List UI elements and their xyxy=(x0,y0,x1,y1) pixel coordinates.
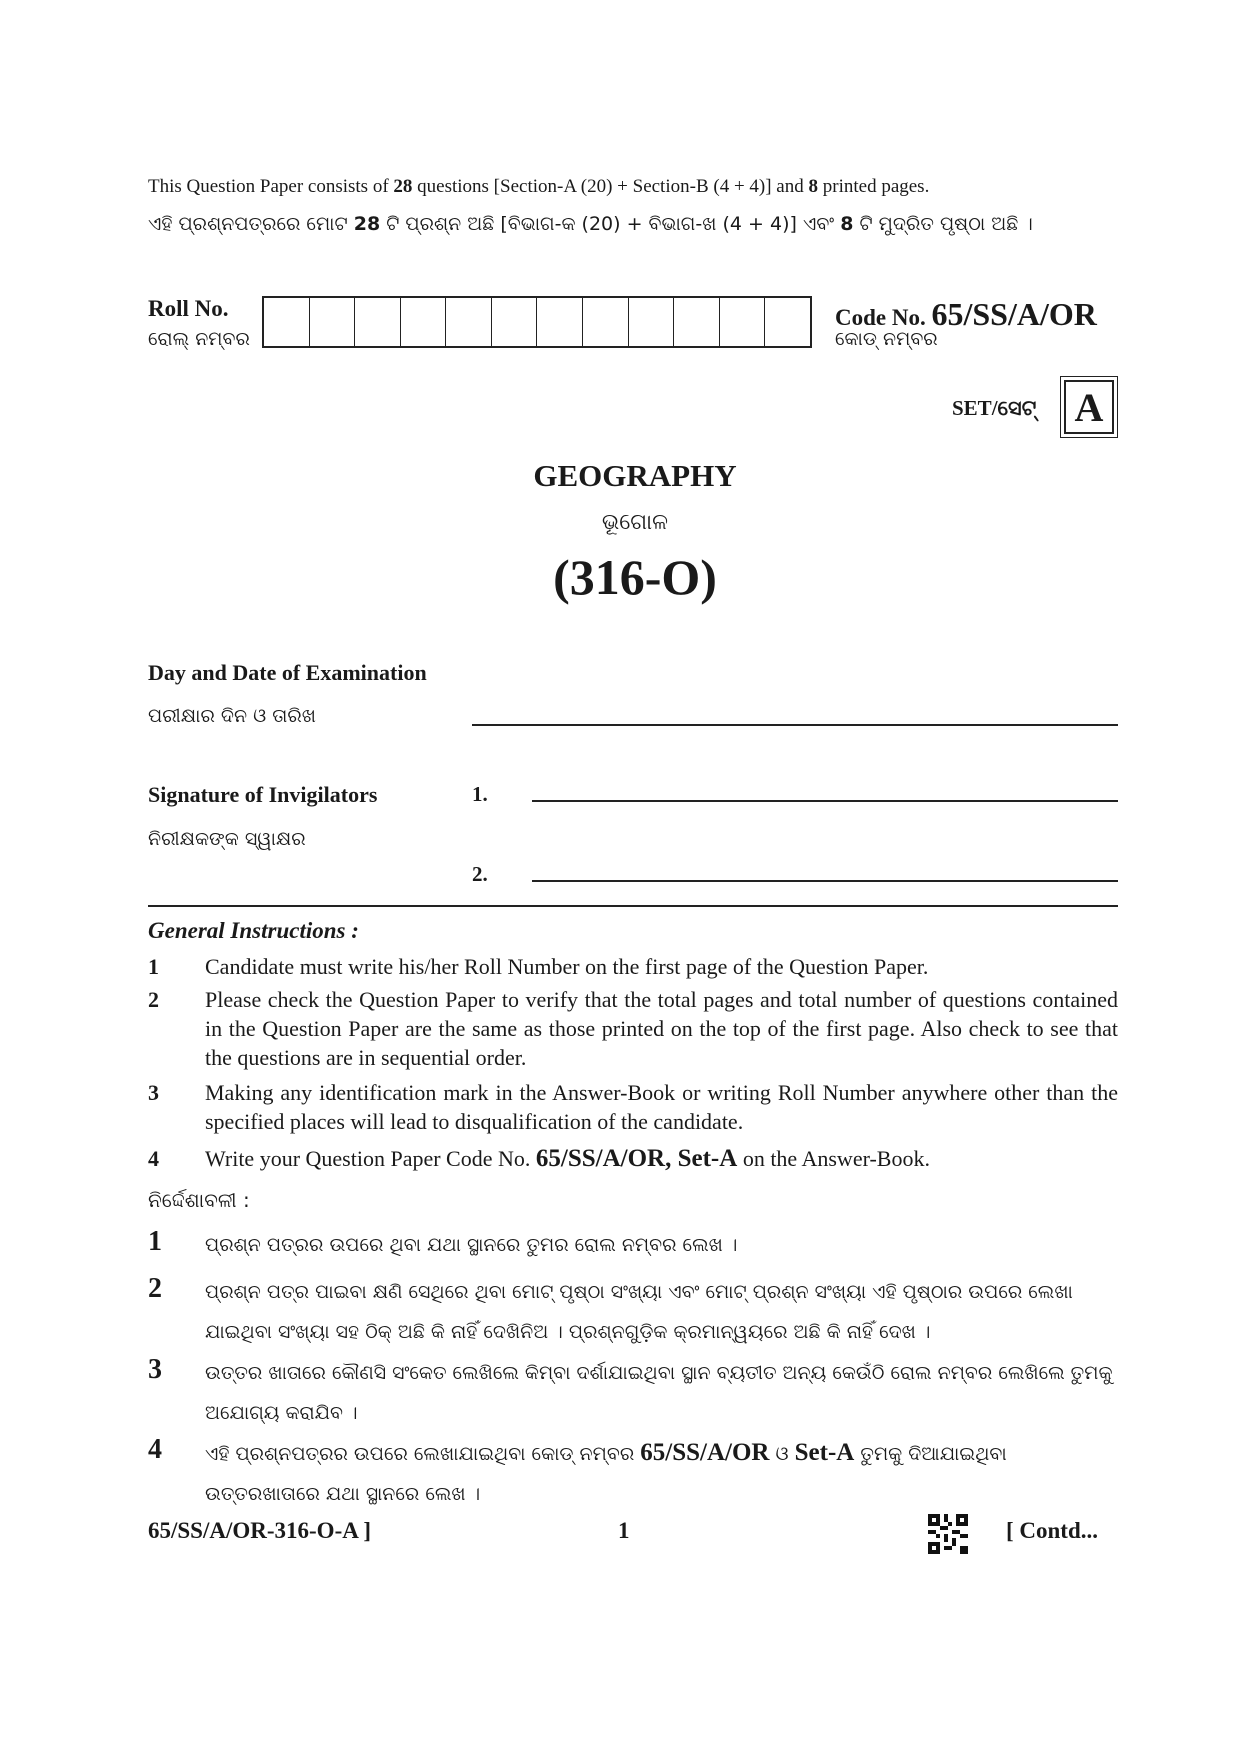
roll-digit-box[interactable] xyxy=(537,298,583,346)
roll-digit-box[interactable] xyxy=(446,298,492,346)
instruction-item xyxy=(148,1144,1118,1173)
instruction-item-or xyxy=(148,1433,1118,1514)
signature-number-2: 2. xyxy=(472,862,488,886)
instruction-text-or: ଏହି ପ୍ରଶ୍ନପତ୍ରର ଉପରେ ଲେଖାଯାଇଥିବା କୋଡ୍ ନମ୍ବର 65/SS/A/OR ଓ Set-A ତୁମକୁ ଦିଆଯାଇଥିବା ଉତ୍ତରଖାତାରେ ଯଥା ସ୍ଥାନରେ ଲେଖ । xyxy=(205,1439,1007,1505)
signature-number-1: 1. xyxy=(472,782,488,806)
invigilator-signature-label-or: ନିରୀକ୍ଷକଙ୍କ ସ୍ୱାକ୍ଷର xyxy=(148,828,306,850)
instruction-number: 3 xyxy=(148,1354,162,1385)
instruction-item-or xyxy=(148,1272,1118,1352)
roll-digit-box[interactable] xyxy=(629,298,675,346)
roll-number-label: Roll No. xyxy=(148,296,229,321)
question-count-or: 28 xyxy=(353,213,381,235)
signature-line-2[interactable] xyxy=(532,880,1118,882)
instruction-item xyxy=(148,952,1118,981)
exam-date-label: Day and Date of Examination xyxy=(148,660,427,685)
instruction-number: 1 xyxy=(148,1226,162,1257)
page-number: 1 xyxy=(618,1518,630,1543)
instruction-set: Set-A xyxy=(671,1145,738,1172)
code-number-label-or: କୋଡ୍ ନମ୍ବର xyxy=(835,328,938,350)
instruction-set: Set-A xyxy=(794,1439,855,1466)
instruction-number: 3 xyxy=(148,1080,159,1105)
page-count: 8 xyxy=(808,176,818,197)
instruction-text: Write your Question Paper Code No. 65/SS/A/OR, Set-A on the Answer-Book. xyxy=(205,1145,930,1172)
exam-date-label-or: ପରୀକ୍ଷାର ଦିନ ଓ ତାରିଖ xyxy=(148,705,316,727)
instruction-text-or: ପ୍ରଶ୍ନ ପତ୍ର ପାଇବା କ୍ଷଣି ସେଥିରେ ଥିବା ମୋଟ୍ ପୃଷ୍ଠା ସଂଖ୍ୟା ଏବଂ ମୋଟ୍ ପ୍ରଶ୍ନ ସଂଖ୍ୟା ଏହି ପୃଷ୍ଠାର ଉପରେ ଲେଖା ଯାଇଥିବା ସଂଖ୍ୟା ସହ ଠିକ୍ ଅଛି କି ନାହିଁ ଦେଖିନିଅ । ପ୍ରଶ୍ନଗୁଡ଼ିକ କ୍ରମାନ୍ୱୟରେ ଅଛି କି ନାହିଁ ଦେଖ । xyxy=(205,1281,1073,1343)
code-number-value: 65/SS/A/OR xyxy=(931,296,1097,332)
instruction-item xyxy=(148,985,1118,1072)
roll-digit-box[interactable] xyxy=(310,298,356,346)
instruction-number: 2 xyxy=(148,1273,162,1304)
code-number: Code No. 65/SS/A/OR xyxy=(835,296,1097,332)
subject-code: (316-O) xyxy=(553,549,717,605)
instruction-item xyxy=(148,1078,1118,1136)
roll-digit-box[interactable] xyxy=(264,298,310,346)
instruction-number: 2 xyxy=(148,987,159,1012)
instruction-number: 4 xyxy=(148,1434,162,1465)
instruction-text-or: ପ୍ରଶ୍ନ ପତ୍ରର ଉପରେ ଥିବା ଯଥା ସ୍ଥାନରେ ତୁମର ରୋଲ ନମ୍ବର ଲେଖ । xyxy=(205,1234,738,1256)
invigilator-signature-label: Signature of Invigilators xyxy=(148,782,378,807)
exam-date-line[interactable] xyxy=(472,724,1118,726)
paper-info-english: This Question Paper consists of 28 questions [Section-A (20) + Section-B (4 + 4)] and 8 printed pages. xyxy=(148,176,930,197)
roll-digit-box[interactable] xyxy=(720,298,766,346)
instruction-number: 4 xyxy=(148,1146,159,1171)
instruction-text: Candidate must write his/her Roll Number on the first page of the Question Paper. xyxy=(205,954,929,979)
roll-digit-box[interactable] xyxy=(401,298,447,346)
instruction-code: 65/SS/A/OR, xyxy=(535,1145,672,1172)
roll-number-label-or: ରୋଲ୍ ନମ୍ବର xyxy=(148,328,250,350)
subject-title-or: ଭୂଗୋଳ xyxy=(601,510,669,535)
subject-title: GEOGRAPHY xyxy=(533,458,737,493)
general-instructions-heading: General Instructions : xyxy=(148,918,359,943)
roll-digit-box[interactable] xyxy=(492,298,538,346)
instruction-item-or xyxy=(148,1353,1118,1433)
roll-number-boxes[interactable] xyxy=(262,296,812,348)
roll-digit-box[interactable] xyxy=(674,298,720,346)
continued-label: [ Contd... xyxy=(1006,1518,1099,1543)
qr-code-icon xyxy=(928,1514,968,1554)
instruction-text-or: ଉତ୍ତର ଖାତାରେ କୌଣସି ସଂକେତ ଲେଖିଲେ କିମ୍ବା ଦର୍ଶାଯାଇଥିବା ସ୍ଥାନ ବ୍ୟତୀତ ଅନ୍ୟ କେଉଁଠି ରୋଲ ନମ୍ବର ଲେଖିଲେ ତୁମକୁ ଅଯୋଗ୍ୟ କରାଯିବ । xyxy=(205,1362,1113,1424)
instruction-code: 65/SS/A/OR xyxy=(640,1439,770,1466)
footer-paper-code: 65/SS/A/OR-316-O-A ] xyxy=(148,1518,371,1543)
set-label: SET/ସେଟ୍ xyxy=(952,396,1037,420)
question-count: 28 xyxy=(393,176,413,197)
section-divider xyxy=(148,905,1118,907)
roll-digit-box[interactable] xyxy=(583,298,629,346)
paper-info-odia: ଏହି ପ୍ରଶ୍ନପତ୍ରରେ ମୋଟ 28 ଟି ପ୍ରଶ୍ନ ଅଛି [ବିଭାଗ-କ (20) + ବିଭାଗ-ଖ (4 + 4)] ଏବଂ 8 ଟି ମୁଦ୍ରିତ ପୃଷ୍ଠା ଅଛି । xyxy=(148,213,1033,235)
instruction-text: Making any identification mark in the Answer-Book or writing Roll Number anywhere other than the specified places will lead to disqualification of the candidate. xyxy=(205,1080,1118,1134)
instructions-heading-or: ନିର୍ଦ୍ଦେଶାବଳୀ : xyxy=(148,1188,250,1212)
roll-digit-box[interactable] xyxy=(765,298,810,346)
signature-line-1[interactable] xyxy=(532,800,1118,802)
set-value-box: A xyxy=(1064,380,1114,434)
page-count-or: 8 xyxy=(840,213,854,235)
instruction-number: 1 xyxy=(148,954,159,979)
instruction-text: Please check the Question Paper to verify that the total pages and total number of questions contained in the Question Paper are the same as those printed on the top of the first page. Also check to see that the questions are in sequential order. xyxy=(205,987,1118,1070)
roll-digit-box[interactable] xyxy=(355,298,401,346)
instruction-item-or xyxy=(148,1225,1118,1265)
